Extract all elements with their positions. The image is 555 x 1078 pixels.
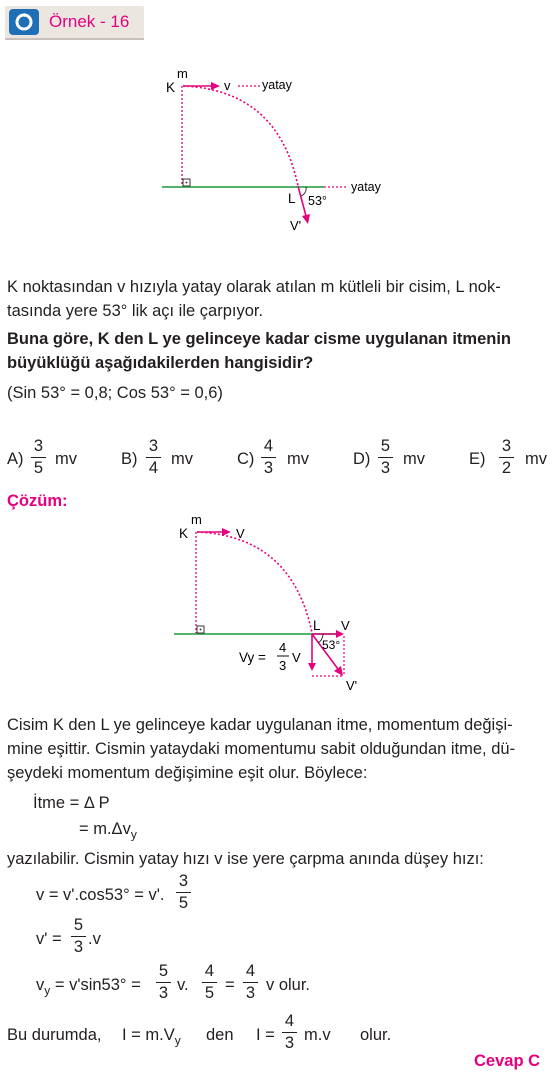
option-letter: A) (7, 450, 24, 468)
equation-vprime-fraction: 5 3 (71, 916, 86, 957)
figure-solution (160, 506, 400, 696)
option-c[interactable] (237, 437, 317, 481)
label-vy (239, 650, 266, 665)
equation-vy-sub: y (44, 983, 51, 998)
equation-vy (36, 974, 141, 1001)
option-d[interactable] (353, 437, 433, 481)
option-num: 5 (380, 437, 391, 455)
equation-vprime: v' = (36, 930, 62, 948)
final-mv: m.v (304, 1026, 331, 1044)
example-header (5, 6, 144, 38)
final-pre: Bu durumda, (7, 1026, 102, 1044)
label-L: L (313, 618, 321, 633)
label-yatay-ground: yatay (351, 180, 381, 194)
option-unit: mv (403, 450, 425, 468)
question-bold-2: büyüklüğü aşağıdakilerden hangisidir? (7, 354, 314, 372)
final-impulse-main: I = m.V (122, 1026, 175, 1044)
option-letter: C) (237, 450, 255, 468)
final-fraction: 4 3 (282, 1012, 297, 1053)
option-den: 5 (33, 459, 44, 478)
option-e[interactable] (469, 437, 551, 481)
option-letter: E) (469, 450, 486, 468)
final-result-label: I = (256, 1026, 275, 1044)
equation-v-cos-fraction: 3 5 (176, 872, 191, 913)
option-den: 3 (380, 459, 391, 478)
label-v: v (224, 78, 231, 93)
equation-vy-v: v (36, 976, 45, 994)
header-underline (5, 38, 144, 40)
label-m: m (191, 512, 202, 527)
equation-vy-mid: = v'sin53° = (54, 976, 141, 994)
label-vprime: V' (346, 678, 358, 693)
solution-title: Çözüm: (7, 492, 68, 510)
label-vy-text: Vy = (239, 650, 266, 665)
option-a[interactable] (7, 437, 87, 481)
final-den-word: den (206, 1026, 234, 1044)
option-num: 3 (33, 437, 44, 455)
equation-mdv (79, 818, 137, 845)
equation-vprime-right: .v (88, 930, 101, 948)
final-impulse-sub: y (174, 1033, 181, 1048)
label-vy-den: 3 (279, 658, 287, 673)
question-line-1: K noktasından v hızıyla yatay olarak atılan m kütleli bir cisim, L nok- (7, 278, 501, 296)
impact-velocity-arrow (298, 186, 306, 216)
question-given: (Sin 53° = 0,8; Cos 53° = 0,6) (7, 384, 223, 402)
equation-v-cos: v = v'.cos53° = v'. (36, 886, 165, 904)
angle-arc (301, 187, 306, 196)
label-angle: 53° (322, 638, 341, 652)
question-bold-1: Buna göre, K den L ye gelinceye kadar cisme uygulanan itmenin (7, 330, 512, 348)
option-unit: mv (171, 450, 193, 468)
header-icon (9, 9, 39, 35)
equation-vy-eq: = (225, 976, 235, 994)
option-den: 2 (501, 459, 512, 478)
label-yatay-top: yatay (262, 78, 292, 92)
solution-paragraph-3: şeydeki momentum değişimine eşit olur. Böylece: (7, 764, 368, 782)
final-end: olur. (360, 1026, 392, 1044)
header-label: Örnek - 16 (49, 12, 130, 31)
option-b[interactable] (121, 437, 201, 481)
option-num: 3 (148, 437, 159, 455)
label-V-ground: V (341, 618, 350, 633)
equation-vy-fraction-1: 5 3 (156, 962, 171, 1003)
option-num: 4 (263, 437, 274, 455)
final-impulse (122, 1024, 181, 1051)
equation-vy-v2: v. (177, 976, 189, 994)
equation-vy-fraction-2: 4 5 (202, 962, 217, 1003)
equation-vy-fraction-3: 4 3 (243, 962, 258, 1003)
equation-itme: İtme = Δ P (33, 794, 110, 812)
circle-arrow-icon (9, 9, 39, 35)
option-num: 3 (501, 437, 512, 455)
option-unit: mv (55, 450, 77, 468)
option-unit: mv (525, 450, 547, 468)
solution-paragraph-2: mine eşittir. Cismin yataydaki momentumu sabit olduğundan itme, dü- (7, 740, 516, 758)
equation-mdv-sub: y (130, 827, 137, 842)
equation-mdv-main: = m.Δv (79, 820, 131, 838)
option-den: 3 (263, 459, 274, 478)
option-den: 4 (148, 459, 159, 478)
answer-label: Cevap C (474, 1052, 541, 1070)
option-letter: B) (121, 450, 138, 468)
trajectory (183, 86, 298, 186)
equation-vy-end: v olur. (266, 976, 311, 994)
label-K: K (179, 526, 189, 541)
trajectory (197, 532, 312, 633)
option-letter: D) (353, 450, 371, 468)
label-m: m (177, 66, 188, 81)
label-L: L (288, 191, 296, 206)
label-vprime: V' (290, 218, 302, 233)
label-angle: 53° (308, 194, 327, 208)
label-vy-unit: V (292, 650, 301, 665)
label-V-top: V (236, 526, 245, 541)
solution-paragraph-4: yazılabilir. Cismin yatay hızı v ise yere çarpma anında düşey hızı: (7, 850, 484, 868)
label-vy-num: 4 (279, 640, 287, 655)
question-line-2: tasında yere 53° lik açı ile çarpıyor. (7, 302, 264, 320)
figure-question (150, 62, 400, 240)
label-K: K (166, 80, 176, 95)
option-unit: mv (287, 450, 309, 468)
solution-paragraph-1: Cisim K den L ye gelinceye kadar uygulanan itme, momentum değişi- (7, 716, 513, 734)
